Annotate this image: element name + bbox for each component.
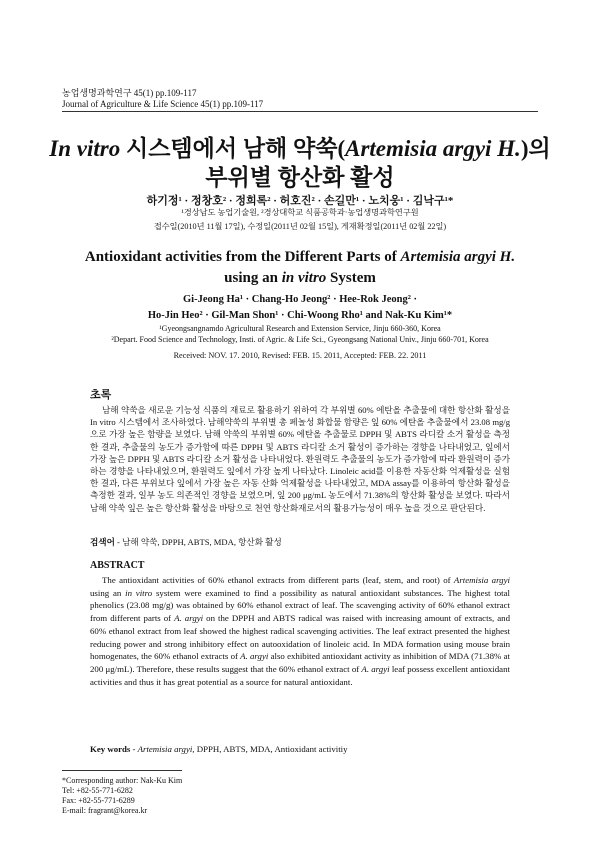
footnote-tel: Tel: +82-55-771-6282 — [62, 786, 133, 795]
eabs-s6: leaf possess excellent antioxidant activities and thus it has great potential as a source for natural antioxidant. — [90, 663, 510, 687]
korean-title — [40, 134, 560, 192]
korean-title-part1: In vitro — [49, 136, 121, 161]
eabs-s2: using an — [90, 587, 126, 598]
eabs-s3: system were examined to find a possibility as natural antioxidant substances. The highest total phenolics (23.08 mg/g) was obtained by 60% ethanol extract of leaf. The scavenging activity of 60% ethanol extract from different parts of — [90, 587, 511, 624]
english-title-part4: in vitro — [281, 270, 327, 286]
footnote-email: E-mail: fragrant@korea.kr — [62, 806, 148, 815]
english-title-part3: using an — [224, 270, 282, 286]
english-abstract-body — [90, 574, 510, 688]
english-keywords — [90, 744, 348, 754]
english-authors — [40, 292, 560, 324]
korean-affiliation: ¹경상남도 농업기술원, ²경상대학교 식품공학과·농업생명과학연구원 — [181, 208, 419, 217]
english-title-part5: System — [326, 270, 376, 286]
english-abstract-heading: ABSTRACT — [90, 560, 145, 571]
english-title-part2: Artemisia argyi H. — [400, 249, 516, 265]
footnote-fax: Fax: +82-55-771-6289 — [62, 796, 135, 805]
footnote-rule — [62, 770, 182, 771]
eabs-s1: The antioxidant activities of 60% ethanol extracts from different parts (leaf, stem, and root) of — [102, 575, 454, 585]
journal-header — [62, 88, 263, 110]
eabs-s4-italic: A. argyi — [240, 651, 269, 662]
english-title-part1: Antioxidant activities from the Different Parts of — [84, 249, 401, 265]
english-dates: Received: NOV. 17. 2010, Revised: FEB. 15. 2011, Accepted: FEB. 22. 2011 — [173, 351, 427, 360]
footnote — [62, 776, 182, 816]
eabs-s4: on the DPPH and ABTS radical was raised with increasing amount of extracts, and 60% ethanol extract from leaf showed the highest radical scavenging activities. The leaf extract presented the highest reducing power and strong inhibitory effect on autooxidation of linoleic acid. In MDA formation using mouse brain homogenates, the 60% ethanol extracts of — [90, 613, 510, 662]
english-affiliation — [62, 323, 538, 345]
english-keywords-label: Key words — [90, 744, 131, 754]
english-keywords-dash: - — [130, 744, 138, 754]
footnote-author: *Corresponding author: Nak-Ku Kim — [62, 776, 183, 785]
english-title — [40, 247, 560, 289]
english-affiliation-line2: ²Depart. Food Science and Technology, Insti. of Agric. & Life Sci., Gyeongsang National Univ., Jinju 660-701, Korea — [111, 335, 489, 344]
english-keywords-italic: Artemisia argyi, — [137, 744, 195, 754]
korean-title-part4: )의 — [520, 136, 551, 161]
korean-title-part2: 시스템에서 남해 약쑥( — [120, 136, 346, 161]
journal-english-line: Journal of Agriculture & Life Science 45(1) pp.109-117 — [62, 99, 264, 109]
korean-title-line2: 부위별 항산화 활성 — [205, 165, 395, 190]
korean-keywords-text: - 남해 약쑥, DPPH, ABTS, MDA, 항산화 활성 — [114, 537, 282, 547]
journal-korean-line: 농업생명과학연구 45(1) pp.109-117 — [62, 88, 197, 98]
korean-keywords-label: 검색어 — [90, 537, 115, 547]
korean-abstract-heading: 초록 — [90, 389, 112, 401]
korean-title-part3: Artemisia argyi H. — [345, 136, 521, 161]
eabs-s5-italic: A. argyi — [361, 663, 390, 674]
korean-authors: 하기정¹ · 정창호² · 정희록² · 허호진² · 손길만¹ · 노치웅¹ · 김낙구¹* — [146, 195, 454, 207]
english-authors-line1: Gi-Jeong Ha¹ · Chang-Ho Jeong² · Hee-Rok Jeong² · — [182, 294, 418, 305]
eabs-s1-italic: Artemisia argyi — [453, 575, 510, 585]
korean-keywords — [90, 536, 282, 548]
korean-dates: 접수일(2010년 11월 17일), 수정일(2011년 02월 15일), 게재확정일(2011년 02월 22일) — [153, 222, 447, 231]
eabs-s3-italic: A. argyi — [174, 613, 204, 624]
eabs-s2-italic: in vitro — [125, 587, 153, 598]
header-rule — [62, 111, 538, 112]
english-affiliation-line1: ¹Gyeongsangnamdo Agricultural Research and Extension Service, Jinju 660-360, Korea — [159, 324, 441, 333]
english-keywords-rest: DPPH, ABTS, MDA, Antioxidant activitiy — [194, 744, 348, 754]
english-authors-line2: Ho-Jin Heo² · Gil-Man Shon¹ · Chi-Woong Rho¹ and Nak-Ku Kim¹* — [147, 310, 453, 321]
korean-abstract-body: 남해 약쑥을 새로운 기능성 식품의 재료로 활용하기 위하여 각 부위별 60% 에탄올 추출물에 대한 항산화 활성을 In vitro 시스템에서 조사하였다. 남해약쑥의 부위별 총 페놀성 화합물 함량은 잎 60% 에탄올 추출물에서 23.08 mg/g으로 가장 높은 함량을 보였다. 남해 약쑥의 부위별 60% 에탄올 추출물로 DPPH 및 ABTS 라디칼 소거 활성을 측정한 결과, 추출물의 농도가 증가함에 따른 DPPH 및 ABTS 라디칼 소거 활성이 증가하는 경향을 나타내었고, 잎에서 가장 높은 DPPH 및 ABTS 라디칼 소거 활성을 나타내었다. 환원력도 추출물의 농도가 증가함에 따라 환원력이 증가하는 경향을 나타내었으며, 환원력도 잎에서 가장 높게 나타났다. Linoleic acid를 이용한 자동산화 억제활성을 실험한 결과, 다른 부위보다 잎에서 가장 높은 자동 산화 억제활성을 나타내었고, MDA assay를 이용하여 항산화 활성을 측정한 결과, 일부 농도 의존적인 경향을 보였으며, 잎 200 μg/mL 농도에서 71.38%의 항산화 활성을 보였다. 따라서 남해 약쑥 잎은 높은 항산화 활성을 바탕으로 천연 항산화재로서의 활용가능성이 매우 높을 것으로 판단된다. — [90, 405, 510, 513]
eabs-s5: also exhibited antioxidant activity as inhibition of MDA (71.38% at 200 μg/mL). Therefore, these results suggest that the 60% ethanol extract of — [90, 651, 510, 674]
